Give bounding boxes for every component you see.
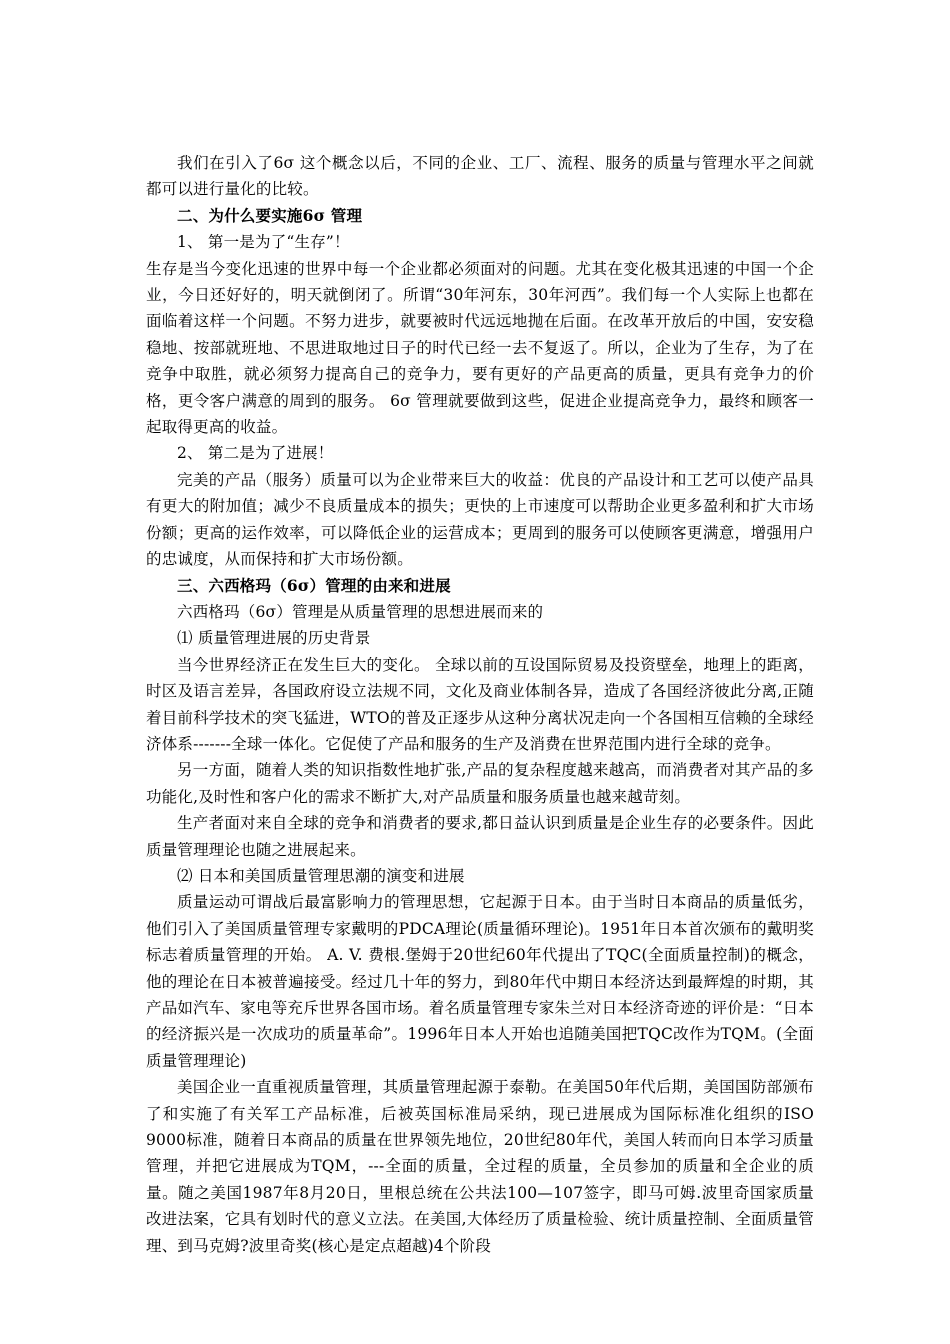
section-heading-origin-6sigma: 三、六西格玛（6σ）管理的由来和进展 (177, 575, 451, 595)
paragraph-knowledge-expansion: 另一方面，随着人类的知识指数性地扩张,产品的复杂程度越来越高，而消费者对其产品的多功能化,及时性和客户化的需求不断扩大,对产品质量和服务质量也越来越苛刻。 (146, 761, 814, 806)
paragraph-japan-quality: 质量运动可谓战后最富影响力的管理思想，它起源于日本。由于当时日本商品的质量低劣，他们引入了美国质量管理专家戴明的PDCA理论(质量循环理论)。1951年日本首次颁布的戴明奖标志着质量管理的开始。 A. V. 费根.堡姆于20世纪60年代提出了TQC(全面质量控制)的概念，他的理论在日本被普遍接受。经过几十年的努力，到80年代中期日本经济达到最辉煌的时期，其产品如汽车、家电等充斥世界各国市场。着名质量管理专家朱兰对日本经济奇迹的评价是：“日本的经济振兴是一次成功的质量革命”。1996年日本人开始也追随美国把TQC改作为TQM。(全面质量管理理论) (146, 893, 814, 1070)
subheading-survival: 1、 第一是为了“生存”！ (177, 233, 350, 252)
subheading-japan-usa: ⑵ 日本和美国质量管理思潮的演变和进展 (177, 866, 465, 885)
paragraph-development: 完美的产品（服务）质量可以为企业带来巨大的收益：优良的产品设计和工艺可以使产品具有更大的附加值；减少不良质量成本的损失；更快的上市速度可以帮助企业更多盈利和扩大市场份额；更高的运作效率，可以降低企业的运营成本；更周到的服务可以使顾客更满意，增强用户的忠诚度，从而保持和扩大市场份额。 (146, 470, 814, 569)
paragraph-6sigma-quantification: 我们在引入了6σ 这个概念以后，不同的企业、工厂、流程、服务的质量与管理水平之间就都可以进行量化的比较。 (146, 154, 814, 199)
section-heading-why-6sigma: 二、为什么要实施6σ 管理 (177, 205, 363, 225)
subheading-history-background: ⑴ 质量管理进展的历史背景 (177, 629, 371, 648)
paragraph-producers-quality: 生产者面对来自全球的竞争和消费者的要求,都日益认识到质量是企业生存的必要条件。因此质量管理理论也随之进展起来。 (146, 814, 814, 859)
subheading-development: 2、 第二是为了进展！ (177, 444, 334, 463)
paragraph-survival: 生存是当今变化迅速的世界中每一个企业都必须面对的问题。尤其在变化极其迅速的中国一个企业，今日还好好的，明天就倒闭了。所谓“30年河东，30年河西”。我们每一个人实际上也都在面临着这样一个问题。不努力进步，就要被时代远远地抛在后面。在改革开放后的中国，安安稳稳地、按部就班地、不思进取地过日子的时代已经一去不复返了。所以，企业为了生存，为了在竞争中取胜，就必须努力提高自己的竞争力，要有更好的产品更高的质量，更具有竞争力的价格，更令客户满意的周到的服务。 6σ 管理就要做到这些，促进企业提高竞争力，最终和顾客一起取得更高的收益。 (146, 259, 814, 437)
paragraph-usa-quality: 美国企业一直重视质量管理，其质量管理起源于泰勒。在美国50年代后期，美国国防部颁布了和实施了有关军工产品标准，后被英国标准局采纳，现已进展成为国际标准化组织的ISO 9000标准，随着日本商品的质量在世界领先地位，20世纪80年代，美国人转而向日本学习质量管理，并把它进展成为TQM，---全面的质量，全过程的质量，全员参加的质量和全企业的质量。随之美国1987年8月20日，里根总统在公共法100—107签字，即马可姆.波里奇国家质量改进法案，它具有划时代的意义立法。在美国,大体经历了质量检验、统计质量控制、全面质量管理、到马克姆?波里奇奖(核心是定点超越)4个阶段 (146, 1078, 814, 1255)
document-page (146, 150, 814, 1259)
paragraph-global-economy: 当今世界经济正在发生巨大的变化。 全球以前的互设国际贸易及投资壁垒，地理上的距离，时区及语言差异，各国政府设立法规不同，文化及商业体制各异，造成了各国经济彼此分离,正随着目前科学技术的突飞猛进，WTO的普及正逐步从这种分离状况走向一个各国相互信赖的全球经济体系-------全球一体化。它促使了产品和服务的生产及消费在世界范围内进行全球的竞争。 (146, 655, 814, 753)
paragraph-6sigma-from-quality: 六西格玛（6σ）管理是从质量管理的思想进展而来的 (177, 602, 544, 621)
